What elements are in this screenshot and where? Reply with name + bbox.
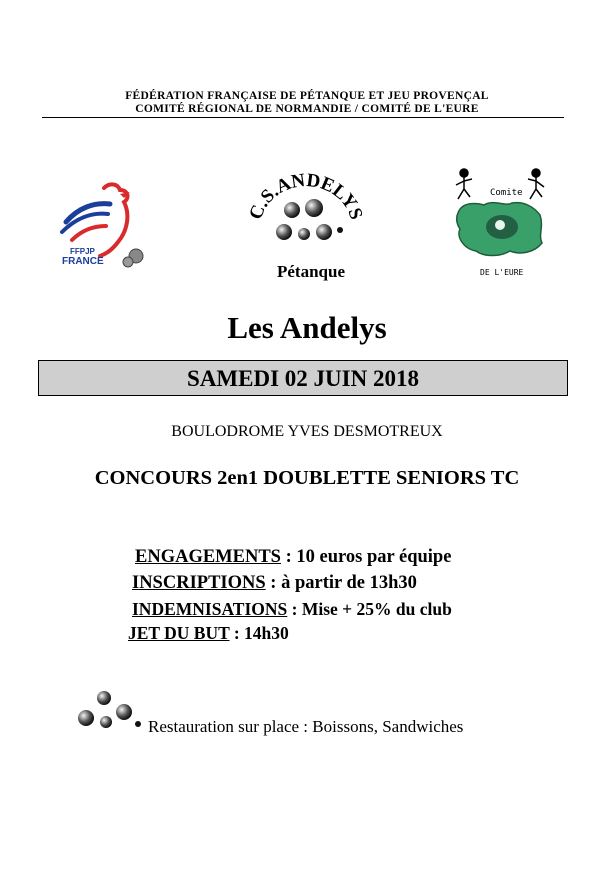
catering-info: Restauration sur place : Boissons, Sandwiches <box>148 717 464 736</box>
petanque-balls-icon <box>276 199 343 240</box>
svg-text:C.S.ANDELYS <box>250 170 362 222</box>
comite-eure-logo <box>450 165 550 280</box>
header-rule <box>42 117 564 118</box>
detail-value: : 10 euros par équipe <box>280 547 452 567</box>
detail-inscriptions <box>132 573 417 594</box>
petanque-balls-icon <box>74 688 144 732</box>
detail-indemnisations <box>132 599 452 620</box>
detail-label: JET DU BUT <box>128 623 230 643</box>
detail-engagements <box>135 547 451 568</box>
detail-jet-du-but <box>128 623 289 644</box>
club-name: .S.ANDELY <box>252 169 362 214</box>
detail-value: : 14h30 <box>229 623 289 643</box>
event-date: SAMEDI 02 JUIN 2018 <box>38 360 568 396</box>
comite-top-text: Comite <box>490 188 523 198</box>
detail-value: : à partir de 13h30 <box>265 573 417 593</box>
committee-name: COMITÉ RÉGIONAL DE NORMANDIE / COMITÉ DE L'EURE <box>135 103 479 115</box>
event-contest: CONCOURS 2en1 DOUBLETTE SENIORS TC <box>94 467 520 489</box>
event-city: Les Andelys <box>227 310 387 345</box>
comite-bottom-text: DE L'EURE <box>480 268 524 277</box>
ffpjp-country: FRANCE <box>62 256 104 267</box>
detail-label: ENGAGEMENTS <box>135 547 281 567</box>
club-logo <box>250 160 362 250</box>
ffpjp-text: FFPJP <box>70 247 95 256</box>
event-venue: BOULODROME YVES DESMOTREUX <box>171 423 443 440</box>
ffpjp-logo <box>58 180 146 272</box>
detail-label: INDEMNISATIONS <box>132 599 288 619</box>
detail-label: INSCRIPTIONS <box>132 573 266 593</box>
federation-name: FÉDÉRATION FRANÇAISE DE PÉTANQUE ET JEU PROVENÇAL <box>125 90 489 102</box>
club-sport: Pétanque <box>277 262 345 281</box>
detail-value: : Mise + 25% du club <box>287 599 452 619</box>
